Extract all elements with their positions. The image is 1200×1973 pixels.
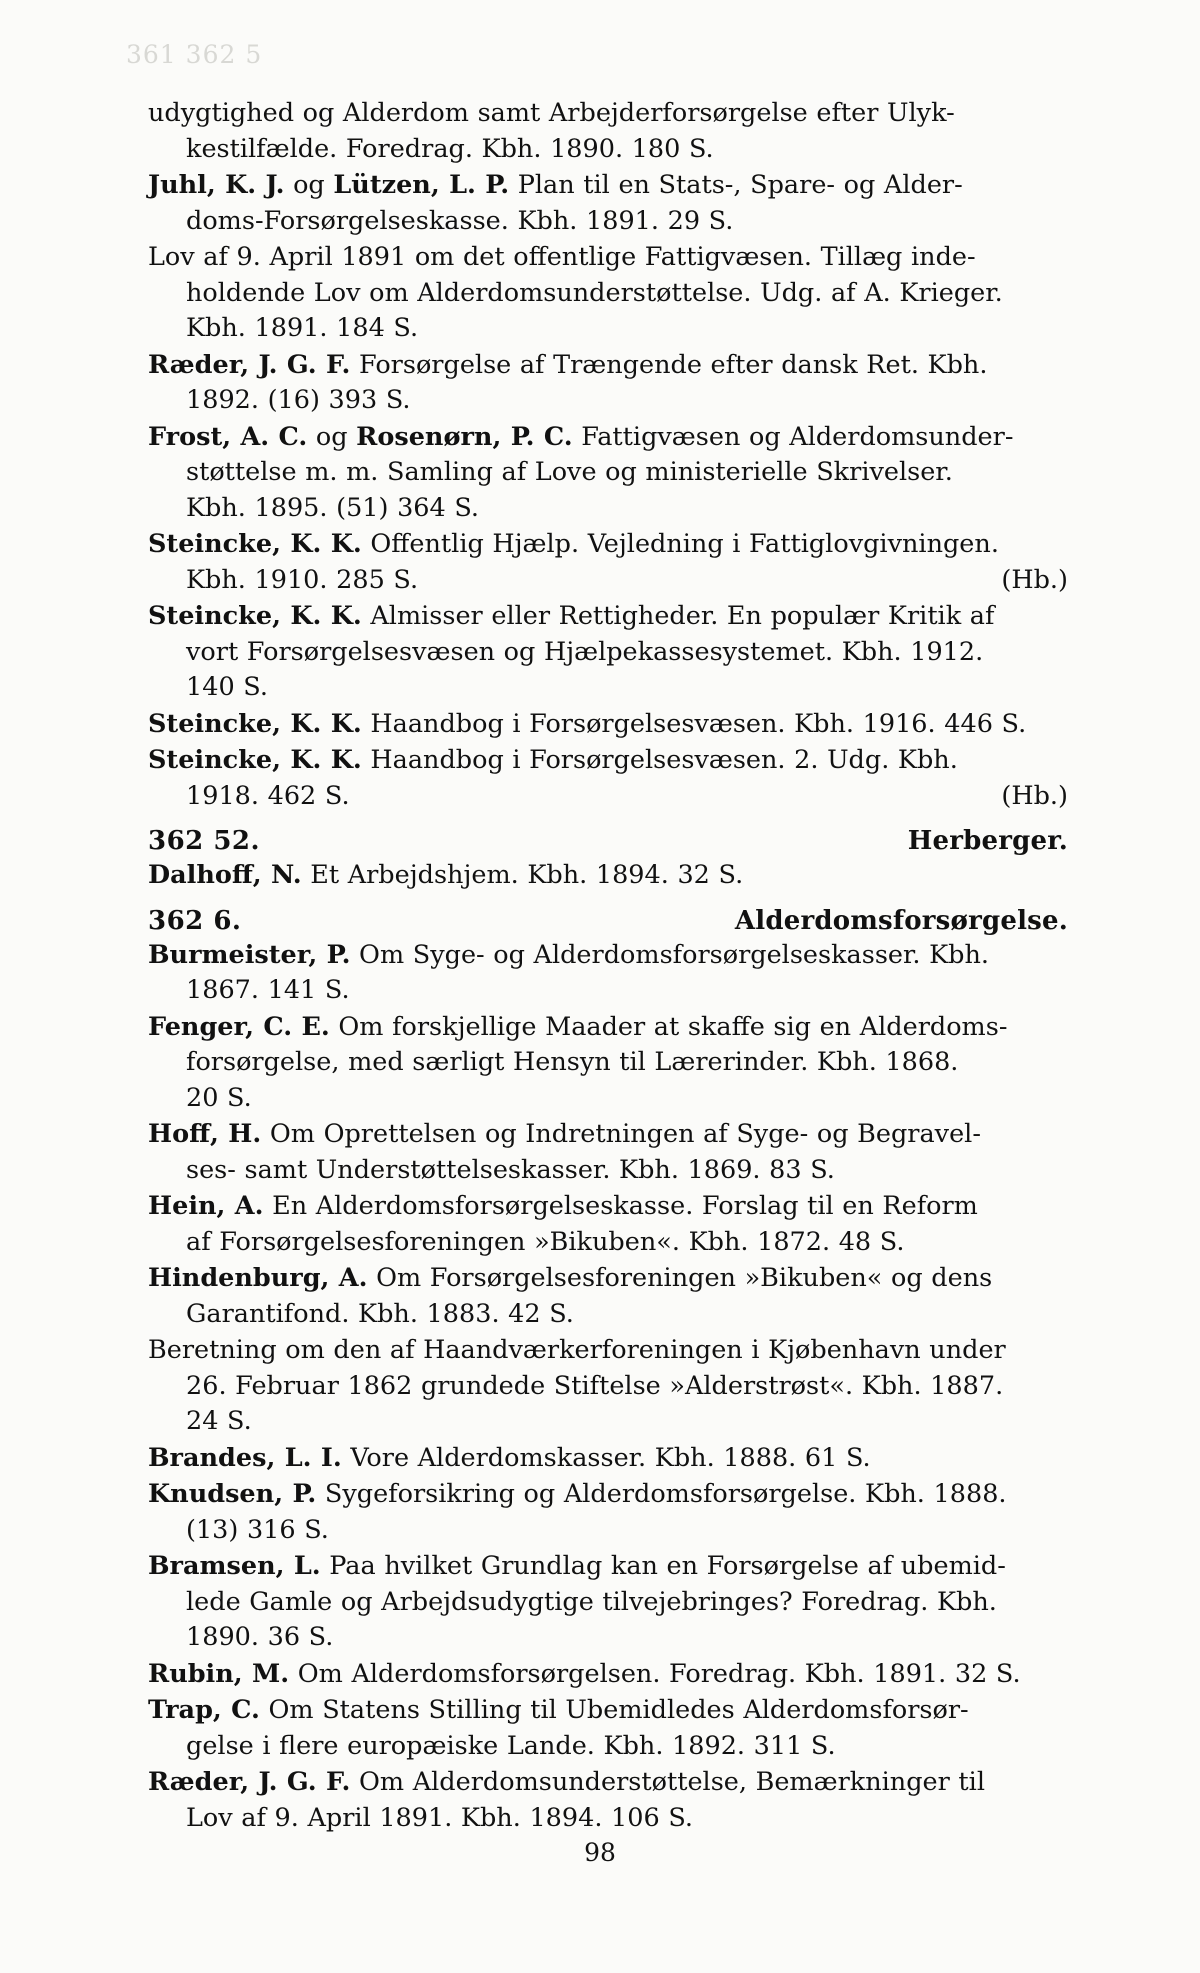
entry-list-herberger — [148, 858, 1068, 894]
entry-text: Lov af 9. April 1891. Kbh. 1894. 106 S. — [186, 1802, 693, 1833]
entry-text: Haandbog i Forsørgelsesvæsen. Kbh. 1916. 446 S. — [361, 708, 1027, 739]
entry-line — [148, 938, 1068, 974]
entry-author: Lützen, L. P. — [333, 170, 510, 200]
entry-text: (13) 316 S. — [186, 1514, 329, 1545]
entry-line — [148, 527, 1068, 563]
entry-text: lede Gamle og Arbejdsudygtige tilvejebringes? Foredrag. Kbh. — [186, 1586, 997, 1617]
entry-line — [148, 1045, 1068, 1081]
bibliography-entry — [148, 1765, 1068, 1836]
entry-text: Om Oprettelsen og Indretningen af Syge- og Begravel- — [261, 1119, 981, 1149]
entry-line — [148, 455, 1068, 491]
entry-author: Steincke, K. K. — [148, 601, 362, 631]
entry-text: Fattigvæsen og Alderdomsunder- — [572, 421, 1014, 452]
entry-author: Steincke, K. K. — [148, 529, 362, 559]
page-number: 98 — [584, 1838, 616, 1867]
entry-line — [148, 311, 1068, 347]
entry-author: Trap, C. — [148, 1695, 260, 1725]
entry-line — [148, 1801, 1068, 1837]
entry-text: Garantifond. Kbh. 1883. 42 S. — [186, 1298, 574, 1329]
entry-text: ses- samt Understøttelseskasser. Kbh. 1869. 83 S. — [186, 1154, 835, 1185]
bibliography-entry — [148, 1549, 1068, 1656]
bibliography-entry — [148, 1693, 1068, 1764]
holding-mark: (Hb.) — [1001, 780, 1068, 811]
section-heading-alderdomsforsorgelse — [148, 906, 1068, 936]
entry-line — [148, 204, 1068, 240]
entry-line — [148, 670, 1068, 706]
entry-author: Steincke, K. K. — [148, 745, 362, 775]
entry-text: udygtighed og Alderdom samt Arbejderforsørgelse efter Ulyk- — [148, 98, 955, 128]
entry-line — [148, 348, 1068, 384]
entry-text: Sygeforsikring og Alderdomsforsørgelse. Kbh. 1888. — [316, 1479, 1007, 1509]
entry-text: Om Statens Stilling til Ubemidledes Alderdomsforsør- — [259, 1695, 969, 1725]
entry-line — [148, 1333, 1068, 1369]
entry-line — [148, 563, 1068, 599]
entry-text: doms-Forsørgelseskasse. Kbh. 1891. 29 S. — [186, 205, 734, 236]
entry-author: Brandes, L. I. — [148, 1442, 342, 1473]
entry-author: Rubin, M. — [148, 1658, 290, 1689]
entry-text: Kbh. 1910. 285 S. — [186, 564, 419, 595]
entry-text: Om forskjellige Maader at skaffe sig en Alderdoms- — [329, 1011, 1008, 1042]
entry-line — [148, 1117, 1068, 1153]
entry-line — [148, 1620, 1068, 1656]
entry-line — [148, 168, 1068, 204]
bibliography-entry — [148, 1261, 1068, 1332]
entry-text: gelse i flere europæiske Lande. Kbh. 1892. 311 S. — [186, 1730, 836, 1761]
entry-author: Ræder, J. G. F. — [148, 1767, 351, 1797]
section-label: Alderdomsforsørgelse. — [734, 905, 1068, 936]
entry-author: Hoff, H. — [148, 1119, 262, 1149]
bibliography-entry — [148, 1333, 1068, 1440]
entry-line — [148, 491, 1068, 527]
entry-text: Forsørgelse af Trængende efter dansk Ret. Kbh. — [350, 349, 988, 380]
bibliography-entry — [148, 527, 1068, 598]
entry-text: støttelse m. m. Samling af Love og ministerielle Skrivelser. — [186, 457, 953, 487]
entry-author: Ræder, J. G. F. — [148, 349, 351, 380]
holding-mark: (Hb.) — [1001, 564, 1068, 595]
entry-text: Et Arbejdshjem. Kbh. 1894. 32 S. — [301, 860, 744, 890]
entry-line — [148, 858, 1068, 894]
entry-line — [148, 383, 1068, 419]
entry-text: Almisser eller Rettigheder. En populær Kritik af — [361, 601, 995, 631]
entry-line — [148, 1189, 1068, 1225]
entry-line — [148, 779, 1068, 815]
entry-line — [148, 1081, 1068, 1117]
bibliography-entry — [148, 240, 1068, 347]
bibliography-entry — [148, 1657, 1068, 1693]
entry-line — [148, 420, 1068, 456]
bibliography-entry — [148, 1010, 1068, 1117]
entry-text: 24 S. — [186, 1406, 252, 1436]
entry-line — [148, 1477, 1068, 1513]
entry-list-fattigvaesen — [148, 96, 1068, 814]
entry-line — [148, 1153, 1068, 1189]
entry-author: Bramsen, L. — [148, 1551, 321, 1581]
entry-line — [148, 1261, 1068, 1297]
bibliography-entry — [148, 858, 1068, 894]
entry-text: Vore Alderdomskasser. Kbh. 1888. 61 S. — [341, 1442, 871, 1473]
entry-line — [148, 1585, 1068, 1621]
entry-text: Offentlig Hjælp. Vejledning i Fattiglovgivningen. — [361, 529, 999, 559]
entry-text: Om Syge- og Alderdomsforsørgelseskasser. Kbh. — [350, 939, 990, 970]
entry-author: Frost, A. C. — [148, 421, 308, 452]
entry-text: og — [307, 421, 357, 452]
entry-line — [148, 599, 1068, 635]
entry-author: Hein, A. — [148, 1191, 264, 1221]
entry-text: Om Alderdomsforsørgelsen. Foredrag. Kbh. 1891. 32 S. — [289, 1658, 1021, 1689]
entry-line — [148, 240, 1068, 276]
entry-author: Steincke, K. K. — [148, 708, 362, 739]
entry-author: Rosenørn, P. C. — [356, 421, 573, 452]
entry-line — [148, 1693, 1068, 1729]
entry-line — [148, 1513, 1068, 1549]
bibliography-column — [148, 96, 1068, 1837]
entry-list-alderdomsforsorgelse — [148, 938, 1068, 1837]
entry-text: Haandbog i Forsørgelsesvæsen. 2. Udg. Kbh. — [361, 745, 958, 775]
bibliography-entry — [148, 96, 1068, 167]
entry-text: 26. Februar 1862 grundede Stiftelse »Alderstrøst«. Kbh. 1887. — [186, 1370, 1004, 1401]
entry-line — [148, 96, 1068, 132]
entry-text: En Alderdomsforsørgelseskasse. Forslag til en Reform — [263, 1191, 978, 1221]
entry-text: kestilfælde. Foredrag. Kbh. 1890. 180 S. — [186, 133, 714, 164]
section-number: 362 52. — [148, 826, 261, 856]
bibliography-entry — [148, 420, 1068, 527]
bibliography-entry — [148, 707, 1068, 743]
entry-line — [148, 1297, 1068, 1333]
entry-line — [148, 1404, 1068, 1440]
entry-text: Om Forsørgelsesforeningen »Bikuben« og dens — [367, 1263, 993, 1293]
entry-line — [148, 1765, 1068, 1801]
entry-author: Dalhoff, N. — [148, 860, 302, 890]
bibliography-entry — [148, 1117, 1068, 1188]
section-heading-herberger — [148, 826, 1068, 856]
entry-author: Hindenburg, A. — [148, 1263, 368, 1293]
entry-line — [148, 1225, 1068, 1261]
entry-text: vort Forsørgelsesvæsen og Hjælpekassesystemet. Kbh. 1912. — [186, 636, 984, 667]
entry-text: 20 S. — [186, 1082, 252, 1113]
bibliography-entry — [148, 1441, 1068, 1477]
entry-text: 1867. 141 S. — [186, 975, 350, 1005]
entry-text: Paa hvilket Grundlag kan en Forsørgelse af ubemid- — [320, 1551, 1006, 1581]
bibliography-entry — [148, 1189, 1068, 1260]
entry-author: Burmeister, P. — [148, 939, 351, 970]
entry-line — [148, 1729, 1068, 1765]
section-number: 362 6. — [148, 905, 242, 936]
entry-text: Plan til en Stats-, Spare- og Alder- — [509, 170, 963, 200]
entry-author: Fenger, C. E. — [148, 1011, 330, 1042]
entry-line — [148, 1369, 1068, 1405]
entry-text: forsørgelse, med særligt Hensyn til Lærerinder. Kbh. 1868. — [186, 1047, 959, 1077]
entry-text: 1892. (16) 393 S. — [186, 385, 411, 415]
bibliography-entry — [148, 348, 1068, 419]
section-label: Herberger. — [907, 826, 1068, 856]
entry-line — [148, 635, 1068, 671]
entry-author: Juhl, K. J. — [148, 170, 285, 200]
bibliography-entry — [148, 938, 1068, 1009]
bibliography-entry — [148, 599, 1068, 706]
bibliography-entry — [148, 1477, 1068, 1548]
entry-line — [148, 973, 1068, 1009]
bibliography-entry — [148, 168, 1068, 239]
bleed-header-text: 361 362 5 — [126, 40, 263, 69]
entry-line — [148, 276, 1068, 312]
entry-text: af Forsørgelsesforeningen »Bikuben«. Kbh. 1872. 48 S. — [186, 1226, 905, 1257]
entry-text: Beretning om den af Haandværkerforeningen i Kjøbenhavn under — [148, 1335, 1006, 1365]
entry-author: Knudsen, P. — [148, 1479, 317, 1509]
entry-text: Lov af 9. April 1891 om det offentlige Fattigvæsen. Tillæg inde- — [148, 242, 976, 272]
entry-text: Kbh. 1891. 184 S. — [186, 313, 419, 343]
entry-text: 140 S. — [186, 672, 268, 702]
entry-text: og — [284, 170, 334, 200]
entry-line — [148, 1549, 1068, 1585]
entry-text: 1918. 462 S. — [186, 780, 350, 811]
entry-text: 1890. 36 S. — [186, 1622, 334, 1652]
entry-line — [148, 132, 1068, 168]
bibliography-entry — [148, 743, 1068, 814]
entry-line — [148, 707, 1068, 743]
entry-text: Om Alderdomsunderstøttelse, Bemærkninger til — [350, 1767, 985, 1797]
entry-text: Kbh. 1895. (51) 364 S. — [186, 492, 480, 523]
entry-line — [148, 1010, 1068, 1046]
entry-line — [148, 743, 1068, 779]
entry-line — [148, 1441, 1068, 1477]
entry-text: holdende Lov om Alderdomsunderstøttelse. Udg. af A. Krieger. — [186, 277, 1003, 308]
entry-line — [148, 1657, 1068, 1693]
